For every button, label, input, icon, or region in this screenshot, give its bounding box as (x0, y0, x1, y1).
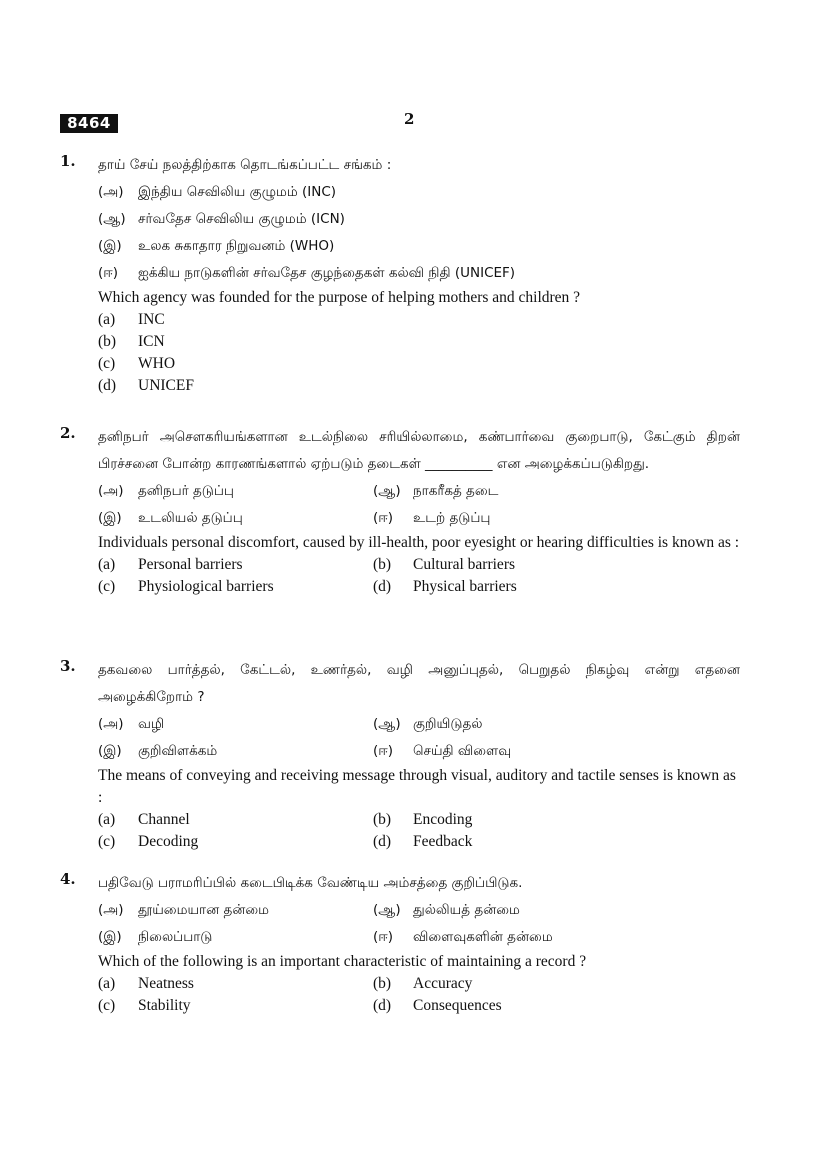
option-label: (b) (98, 333, 117, 350)
option-text: Personal barriers (138, 556, 243, 573)
option-label: (ஆ) (373, 902, 401, 918)
option-text: INC (138, 311, 165, 328)
option-text: துல்லியத் தன்மை (413, 902, 520, 918)
option-text: Neatness (138, 975, 194, 992)
question-number: 3. (60, 657, 76, 675)
tamil-option (373, 478, 648, 505)
tamil-option (373, 505, 648, 532)
tamil-option (98, 179, 740, 206)
option-label: (அ) (98, 184, 124, 200)
english-option-row (98, 576, 740, 598)
tamil-option-row (98, 897, 740, 924)
question-text-tamil: தாய் சேய் நலத்திற்காக தொடங்கப்பட்ட சங்கம் : (98, 157, 392, 173)
option-text: Cultural barriers (413, 556, 516, 573)
english-option (98, 375, 740, 397)
option-text: உடலியல் தடுப்பு (138, 510, 243, 526)
question-number: 4. (60, 870, 76, 888)
option-text: ICN (138, 333, 165, 350)
question-text-english: Which agency was founded for the purpose of helping mothers and children ? (98, 289, 581, 306)
question-text-tamil: தகவலை பார்த்தல், கேட்டல், உணர்தல், வழி அனுப்புதல், பெறுதல் நிகழ்வு என்று எதனை அழைக்கிறோம் ? (98, 662, 740, 705)
question-number: 2. (60, 424, 76, 442)
english-option (98, 995, 373, 1017)
option-label: (d) (373, 578, 392, 595)
tamil-option (98, 206, 740, 233)
option-label: (இ) (98, 510, 122, 526)
tamil-option (98, 924, 373, 951)
english-option (98, 353, 740, 375)
option-label: (அ) (98, 716, 124, 732)
option-text: தனிநபர் தடுப்பு (138, 483, 234, 499)
question-text-tamil: பதிவேடு பராமரிப்பில் கடைபிடிக்க வேண்டிய அம்சத்தை குறிப்பிடுக. (98, 875, 523, 891)
option-text: Accuracy (413, 975, 473, 992)
question-2 (60, 424, 740, 598)
option-label: (b) (373, 975, 392, 992)
english-option (98, 554, 373, 576)
option-label: (c) (98, 578, 116, 595)
option-text: Stability (138, 997, 191, 1014)
tamil-option (98, 233, 740, 260)
english-option (373, 973, 648, 995)
option-text: தூய்மையான தன்மை (138, 902, 269, 918)
tamil-option (98, 711, 373, 738)
option-label: (d) (98, 377, 117, 394)
tamil-option (98, 260, 740, 287)
english-option (98, 331, 740, 353)
option-text: ஐக்கிய நாடுகளின் சர்வதேச குழந்தைகள் கல்வி நிதி (UNICEF) (138, 265, 516, 281)
english-option (373, 809, 648, 831)
option-label: (இ) (98, 929, 122, 945)
option-text: இந்திய செவிலிய குழுமம் (INC) (138, 184, 337, 200)
option-text: Channel (138, 811, 190, 828)
tamil-option-row (98, 924, 740, 951)
tamil-option (98, 897, 373, 924)
english-option (98, 973, 373, 995)
option-label: (c) (98, 997, 116, 1014)
option-text: Encoding (413, 811, 473, 828)
english-option-row (98, 995, 740, 1017)
paper-code-badge: 8464 (60, 114, 118, 133)
option-text: விளைவுகளின் தன்மை (413, 929, 553, 945)
option-text: Consequences (413, 997, 502, 1014)
option-text: செய்தி விளைவு (413, 743, 512, 759)
option-text: வழி (138, 716, 165, 732)
option-text: நாகரீகத் தடை (413, 483, 499, 499)
tamil-option (98, 505, 373, 532)
english-option (373, 831, 648, 853)
option-text: உலக சுகாதார நிறுவனம் (WHO) (138, 238, 335, 254)
option-text: குறிவிளக்கம் (138, 743, 218, 759)
option-text: WHO (138, 355, 176, 372)
question-1 (60, 152, 740, 397)
option-label: (ஈ) (373, 929, 394, 945)
english-option-row (98, 554, 740, 576)
tamil-option-row (98, 738, 740, 765)
option-text: Decoding (138, 833, 199, 850)
option-label: (அ) (98, 483, 124, 499)
tamil-option-row (98, 478, 740, 505)
english-option (98, 309, 740, 331)
option-label: (a) (98, 975, 116, 992)
english-option (98, 576, 373, 598)
option-text: உடற் தடுப்பு (413, 510, 491, 526)
english-option (373, 576, 648, 598)
english-option (373, 995, 648, 1017)
option-label: (ஈ) (373, 743, 394, 759)
english-option (373, 554, 648, 576)
tamil-option (98, 478, 373, 505)
tamil-option-row (98, 711, 740, 738)
option-label: (a) (98, 311, 116, 328)
option-label: (b) (373, 811, 392, 828)
question-4 (60, 870, 740, 1017)
option-label: (a) (98, 811, 116, 828)
option-label: (c) (98, 355, 116, 372)
tamil-option (373, 711, 648, 738)
tamil-option (373, 924, 648, 951)
english-option (98, 831, 373, 853)
option-label: (ஈ) (373, 510, 394, 526)
english-option-row (98, 809, 740, 831)
question-text-english: Which of the following is an important characteristic of maintaining a record ? (98, 953, 587, 970)
question-number: 1. (60, 152, 76, 170)
english-option-row (98, 973, 740, 995)
option-label: (இ) (98, 743, 122, 759)
option-label: (d) (373, 833, 392, 850)
option-text: UNICEF (138, 377, 194, 394)
option-text: Physiological barriers (138, 578, 274, 595)
question-text-english: Individuals personal discomfort, caused by ill-health, poor eyesight or hearing difficulties is known as : (98, 534, 740, 551)
option-text: சர்வதேச செவிலிய குழுமம் (ICN) (138, 211, 345, 227)
option-text: நிலைப்பாடு (138, 929, 213, 945)
option-text: Feedback (413, 833, 473, 850)
tamil-option (373, 738, 648, 765)
option-text: குறியிடுதல் (413, 716, 483, 732)
tamil-option-row (98, 505, 740, 532)
option-label: (ஆ) (98, 211, 126, 227)
question-3 (60, 657, 740, 853)
option-label: (c) (98, 833, 116, 850)
option-label: (ஈ) (98, 265, 119, 281)
page-number: 2 (404, 110, 415, 128)
option-label: (ஆ) (373, 483, 401, 499)
option-label: (d) (373, 997, 392, 1014)
option-label: (அ) (98, 902, 124, 918)
question-text-english: The means of conveying and receiving message through visual, auditory and tactile senses is known as : (98, 767, 736, 806)
english-option-row (98, 831, 740, 853)
option-label: (ஆ) (373, 716, 401, 732)
tamil-option (98, 738, 373, 765)
option-label: (இ) (98, 238, 122, 254)
option-label: (a) (98, 556, 116, 573)
question-text-tamil: தனிநபர் அசௌகரியங்களான உடல்நிலை சரியில்லாமை, கண்பார்வை குறைபாடு, கேட்கும் திறன் பிரச்சனை போன்ற காரணங்களால் ஏற்படும் தடைகள் __________ என அழைக்கப்படுகிறது. (98, 429, 740, 472)
english-option (98, 809, 373, 831)
tamil-option (373, 897, 648, 924)
option-text: Physical barriers (413, 578, 517, 595)
option-label: (b) (373, 556, 392, 573)
